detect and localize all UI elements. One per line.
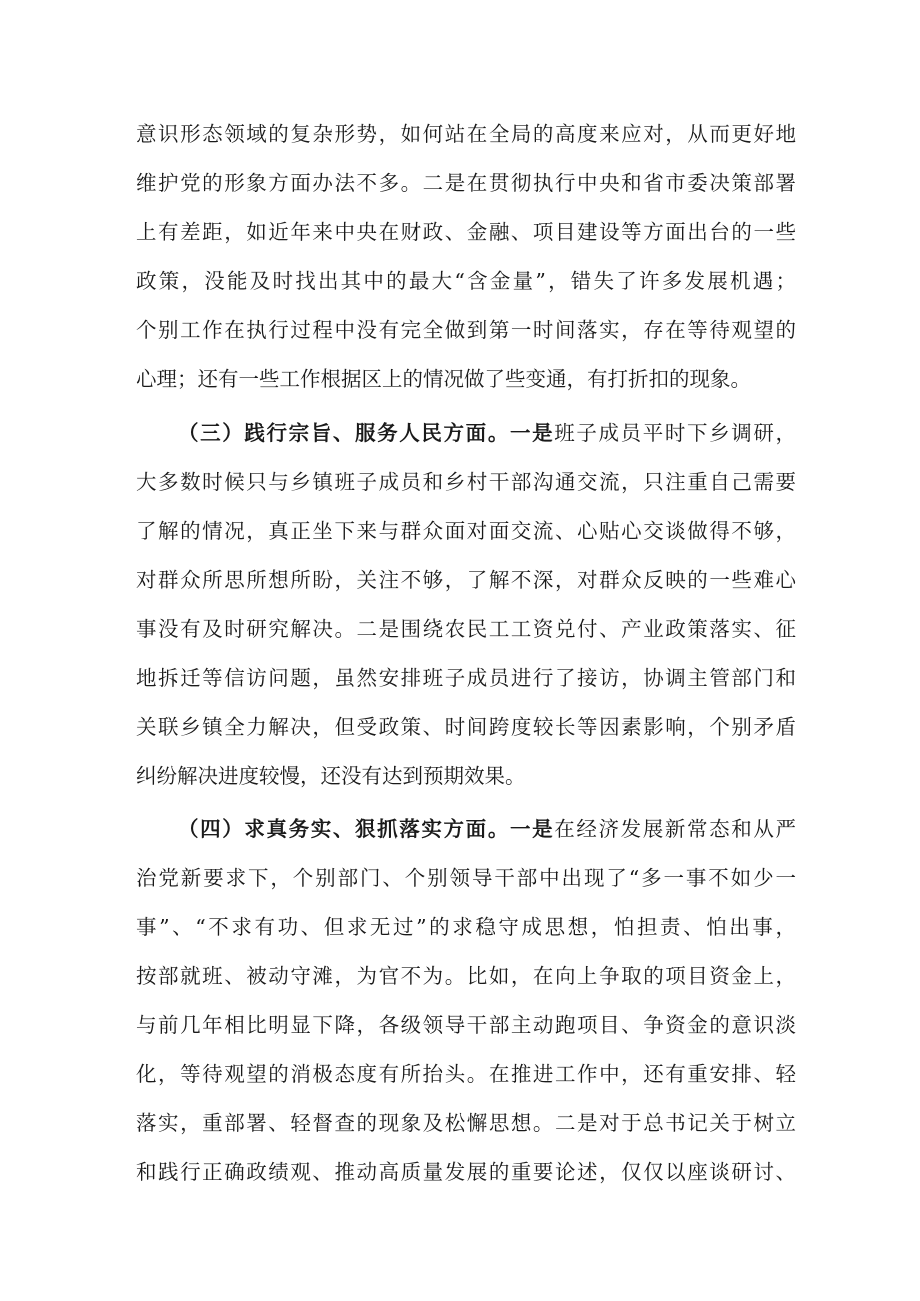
section-heading: （三）践行宗旨、服务人民方面。 [178,421,510,445]
text-line: 纠纷解决进度较慢，还没有达到预期效果。 [136,764,526,788]
text-line: 心理；还有一些工作根据区上的情况做了些变通，有打折扣的现象。 [136,367,751,391]
text-line: 治党新要求下，个别部门、个别领导干部中出现了“多一事不如少一 [136,866,796,890]
paragraph-first-line [136,805,796,854]
text-line: 化，等待观望的消极态度有所抬头。在推进工作中，还有重安排、轻 [136,1062,796,1086]
paragraph-section-four [136,805,796,1197]
paragraph-continuation [136,110,796,404]
text-line: 关联乡镇全力解决，但受政策、时间跨度较长等因素影响，个别矛盾 [136,715,796,739]
text-line: 事”、“不求有功、但求无过”的求稳守成思想，怕担责、怕出事， [136,915,796,939]
text-line: 了解的情况，真正坐下来与群众面对面交流、心贴心交谈做得不够， [136,519,796,543]
section-heading: （四）求真务实、狠抓落实方面。 [178,817,510,841]
text-line: 意识形态领域的复杂形势，如何站在全局的高度来应对，从而更好地 [136,122,796,146]
text-line: 个别工作在执行过程中没有完全做到第一时间落实，存在等待观望的 [136,318,796,342]
text-line: 落实，重部署、轻督查的现象及松懈思想。二是对于总书记关于树立 [136,1111,796,1135]
text-line: 对群众所思所想所盼，关注不够，了解不深，对群众反映的一些难心 [136,568,796,592]
lead-marker: 一是 [509,817,555,841]
text-line: 和践行正确政绩观、推动高质量发展的重要论述，仅仅以座谈研讨、 [136,1160,796,1184]
text-line: 上有差距，如近年来中央在财政、金融、项目建设等方面出台的一些 [136,220,796,244]
text-line: 按部就班、被动守滩，为官不为。比如，在向上争取的项目资金上， [136,964,796,988]
paragraph-first-line [136,409,796,458]
first-line-text: 班子成员平时下乡调研， [554,421,797,445]
first-line-text: 在经济发展新常态和从严 [554,817,797,841]
text-line: 与前几年相比明显下降，各级领导干部主动跑项目、争资金的意识淡 [136,1013,796,1037]
text-line: 大多数时候只与乡镇班子成员和乡村干部沟通交流，只注重自己需要 [136,470,796,494]
paragraph-section-three [136,409,796,801]
text-line: 政策，没能及时找出其中的最大“含金量”，错失了许多发展机遇； [136,269,796,293]
lead-marker: 一是 [509,421,555,445]
text-line: 地拆迁等信访问题，虽然安排班子成员进行了接访，协调主管部门和 [136,666,796,690]
text-line: 事没有及时研究解决。二是围绕农民工工资兑付、产业政策落实、征 [136,617,796,641]
text-line: 维护党的形象方面办法不多。二是在贯彻执行中央和省市委决策部署 [136,171,796,195]
